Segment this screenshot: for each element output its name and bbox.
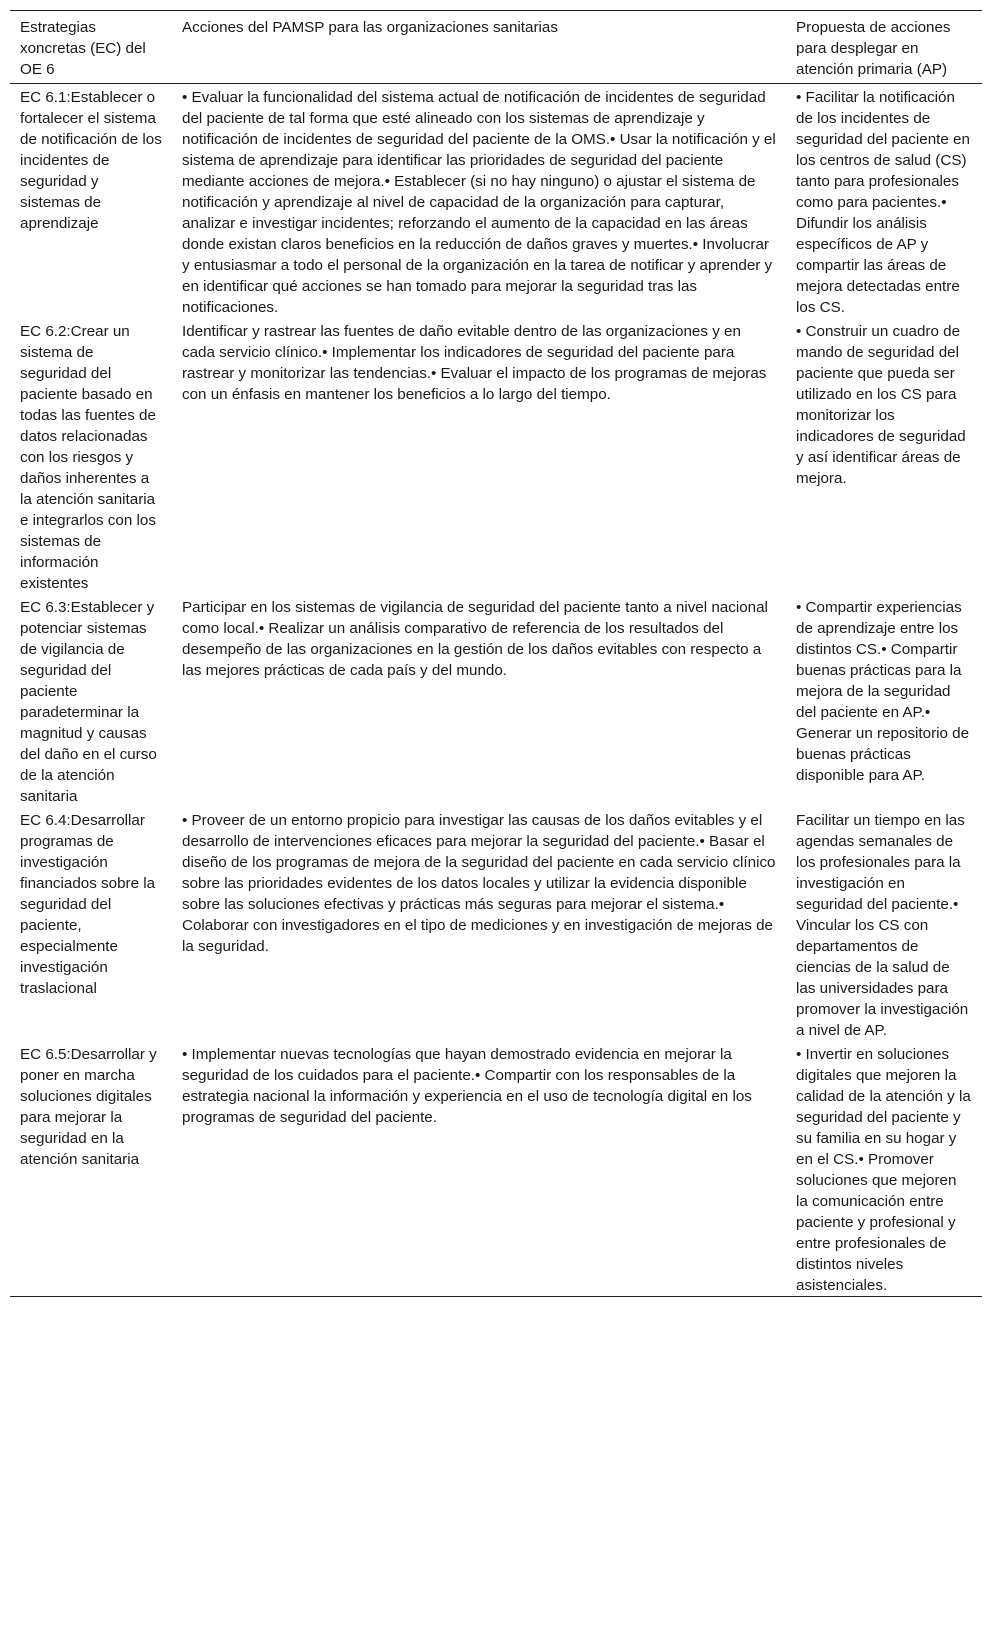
table-row [10,594,982,807]
cell-actions: • Proveer de un entorno propicio para investigar las causas de los daños evitables y el desarrollo de intervenciones eficaces para mejorar la seguridad del paciente.• Basar el diseño de los programas de mejora de la seguridad del paciente en cada servicio clínico sobre las prioridades evidentes de los datos locales y utilizar la evidencia disponible sobre las soluciones efectivas y prácticas más seguras para mejorar el sistema.• Colaborar con investigadores en el tipo de mediciones y en investigación de mejoras de la seguridad. [182,812,776,955]
strategy-table [10,10,982,1297]
header-actions: Acciones del PAMSP para las organizaciones sanitarias [182,19,558,36]
strategy-table-container [10,10,982,1297]
cell-proposal: Facilitar un tiempo en las agendas semanales de los profesionales para la investigación en seguridad del paciente.• Vincular los CS con departamentos de ciencias de la salud de las universidades para promover la investigación a nivel de AP. [796,812,969,1039]
cell-proposal: • Invertir en soluciones digitales que mejoren la calidad de la atención y la seguridad del paciente y su familia en su hogar y en el CS.• Promover soluciones que mejoren la comunicación entre paciente y profesional y entre profesionales de distintos niveles asistenciales. [796,1046,971,1294]
cell-actions: • Evaluar la funcionalidad del sistema actual de notificación de incidentes de seguridad del paciente de tal forma que esté alineado con los sistemas de aprendizaje y notificación de incidentes de seguridad del paciente de la OMS.• Usar la notificación y el sistema de aprendizaje para identificar las prioridades de seguridad del paciente mediante acciones de mejora.• Establecer (si no hay ninguno) o ajustar el sistema de notificación y aprendizaje al nivel de capacidad de la organización para capturar, analizar e investigar incidentes; reforzando el aumento de la capacidad en las áreas donde existan claros beneficios en la reducción de daños graves y muertes.• Involucrar y entusiasmar a todo el personal de la organización en la tarea de notificar y aprender y en identificar qué acciones se han tomado para mejorar la seguridad tras las notificaciones. [182,89,776,316]
cell-proposal: • Compartir experiencias de aprendizaje entre los distintos CS.• Compartir buenas prácticas para la mejora de la seguridad del paciente en AP.• Generar un repositorio de buenas prácticas disponible para AP. [796,599,970,784]
table-row [10,1041,982,1297]
header-proposals: Propuesta de acciones para desplegar en atención primaria (AP) [796,19,951,78]
cell-actions: • Implementar nuevas tecnologías que hayan demostrado evidencia en mejorar la seguridad de los cuidados para el paciente.• Compartir con los responsables de la estrategia nacional la información y experiencia en el uso de tecnología digital en los programas de seguridad del paciente. [182,1046,752,1126]
table-row [10,84,982,319]
cell-strategy: EC 6.4:Desarrollar programas de investigación financiados sobre la seguridad del paciente, especialmente investigación traslacional [20,812,156,997]
header-strategies: Estrategias xoncretas (EC) del OE 6 [20,19,146,78]
cell-actions: Participar en los sistemas de vigilancia de seguridad del paciente tanto a nivel nacional como local.• Realizar un análisis comparativo de referencia de los resultados del desempeño de las organizaciones en la gestión de los daños evitables con respecto a las mejores prácticas de cada país y del mundo. [182,599,768,679]
cell-actions: Identificar y rastrear las fuentes de daño evitable dentro de las organizaciones y en cada servicio clínico.• Implementar los indicadores de seguridad del paciente para rastrear y monitorizar las tendencias.• Evaluar el impacto de los programas de mejoras con un énfasis en mantener los beneficios a lo largo del tiempo. [182,323,767,403]
table-row [10,318,982,594]
cell-strategy: EC 6.2:Crear un sistema de seguridad del paciente basado en todas las fuentes de datos relacionadas con los riesgos y daños inherentes a la atención sanitaria e integrarlos con los sistemas de información existentes [20,323,156,592]
cell-strategy: EC 6.1:Establecer o fortalecer el sistema de notificación de los incidentes de seguridad y sistemas de aprendizaje [20,89,162,232]
table-header-row [10,11,982,84]
table-row [10,807,982,1041]
cell-strategy: EC 6.3:Establecer y potenciar sistemas de vigilancia de seguridad del paciente paradeterminar la magnitud y causas del daño en el curso de la atención sanitaria [20,599,157,805]
cell-proposal: • Facilitar la notificación de los incidentes de seguridad del paciente en los centros de salud (CS) tanto para profesionales como para pacientes.• Difundir los análisis específicos de AP y compartir las áreas de mejora detectadas entre los CS. [796,89,970,316]
cell-proposal: • Construir un cuadro de mando de seguridad del paciente que pueda ser utilizado en los CS para monitorizar los indicadores de seguridad y así identificar áreas de mejora. [796,323,966,487]
cell-strategy: EC 6.5:Desarrollar y poner en marcha soluciones digitales para mejorar la seguridad en la atención sanitaria [20,1046,157,1168]
